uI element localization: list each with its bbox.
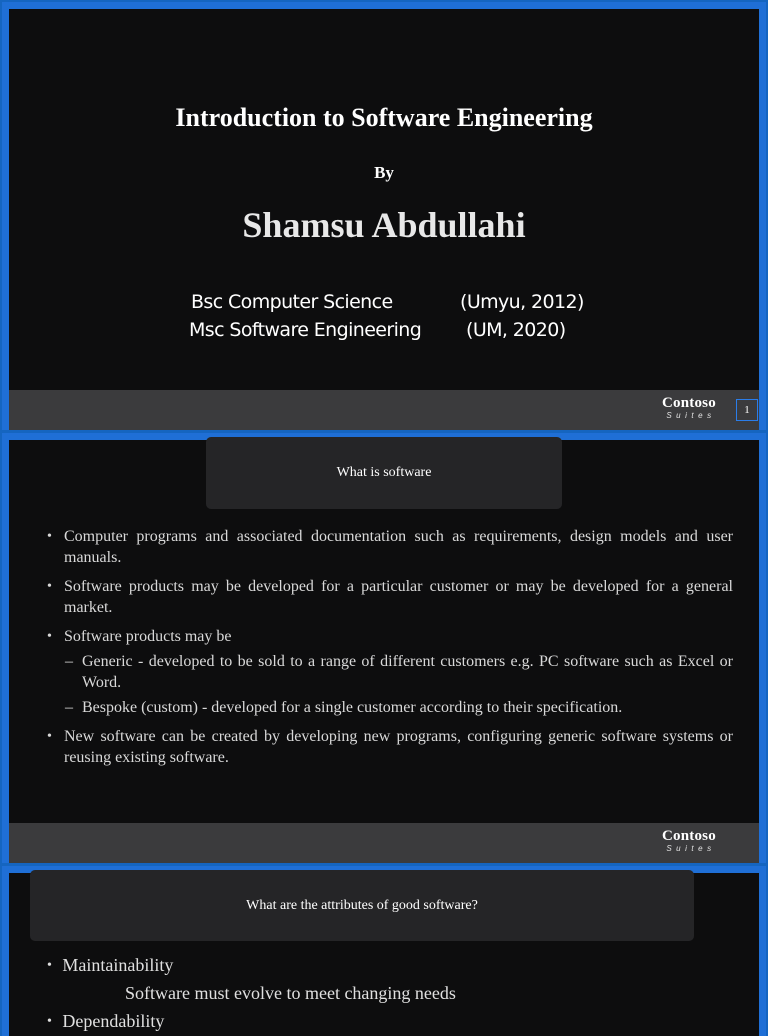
brand-logo: Contoso Suites — [662, 395, 716, 420]
slide-1 — [2, 2, 766, 430]
slide-1-canvas — [9, 9, 759, 430]
bullet-list — [47, 526, 733, 768]
page-number: 1 — [736, 399, 758, 421]
slide-2 — [2, 433, 766, 863]
slide-title: Introduction to Software Engineering — [175, 103, 593, 132]
qualification-degree-1: Bsc Computer Science — [191, 291, 393, 313]
slide-3 — [2, 866, 766, 1036]
sub-list-item: – Generic - developed to be sold to a range of different customers e.g. PC software such as Excel or Word. — [65, 653, 733, 691]
author-name: Shamsu Abdullahi — [242, 205, 526, 245]
slide-title: What is software — [206, 437, 562, 509]
qualification-degree-2: Msc Software Engineering — [189, 319, 422, 341]
slide-title: What are the attributes of good software? — [30, 870, 694, 941]
slide-footer — [9, 390, 759, 430]
by-label: By — [374, 163, 394, 182]
list-item: • Computer programs and associated documentation such as requirements, design models and user manuals. — [47, 528, 733, 566]
list-item: • Software products may be — [47, 628, 232, 645]
qualification-institution-1: (Umyu, 2012) — [460, 291, 584, 313]
sub-list-item: – Bespoke (custom) - developed for a single customer according to their specification. — [65, 699, 623, 716]
list-item-detail: Software must evolve to meet changing needs — [125, 983, 456, 1003]
list-item: • Dependability — [47, 1011, 165, 1031]
slide-footer — [9, 823, 759, 863]
list-item: • Maintainability — [47, 955, 174, 975]
brand-logo: Contoso Suites — [662, 828, 716, 853]
qualification-institution-2: (UM, 2020) — [466, 319, 566, 341]
list-item: • New software can be created by developing new programs, configuring generic software systems or reusing existing software. — [47, 728, 733, 766]
slide-3-canvas — [9, 873, 759, 1036]
slide-2-canvas — [9, 440, 759, 863]
list-item: • Software products may be developed for a particular customer or may be developed for a general market. — [47, 578, 733, 616]
